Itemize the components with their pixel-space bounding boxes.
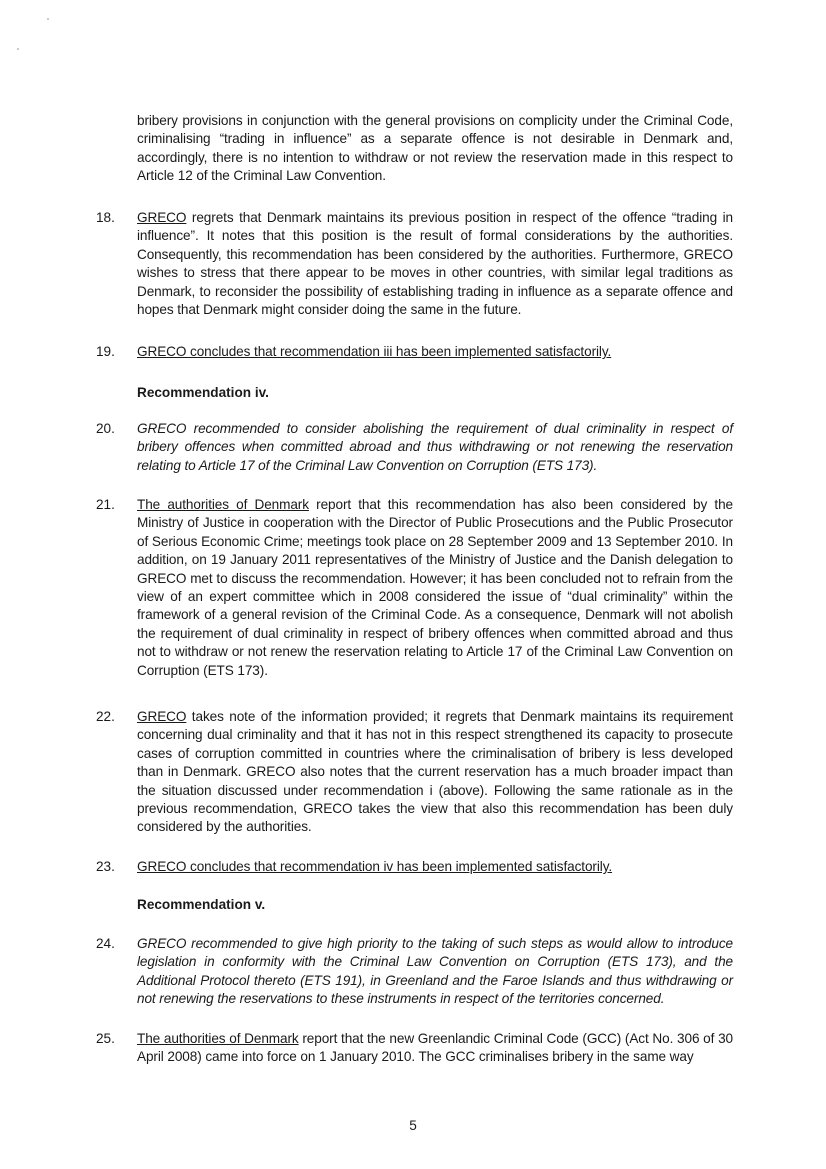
paragraph-number-19: 19. — [96, 344, 115, 359]
scan-speck — [47, 18, 49, 20]
heading-recommendation-v: Recommendation v. — [137, 897, 266, 912]
paragraph-25 — [137, 1030, 733, 1067]
paragraph-20-text: GRECO recommended to consider abolishing the requirement of dual criminality in respect of bribery offences when committed abroad and thus withdrawing or not renewing the reservation relating to Article 17 of the Criminal Law Convention on Corruption (ETS 173). — [137, 421, 733, 473]
paragraph-25-text: report that the new Greenlandic Criminal Code (GCC) (Act No. 306 of 30 April 2008) came into force on 1 January 2010. The GCC criminalises bribery in the same way — [137, 1031, 733, 1065]
paragraph-18 — [137, 209, 733, 319]
paragraph-20 — [137, 420, 733, 475]
page-number: 5 — [409, 1118, 417, 1133]
paragraph-21-text: report that this recommendation has also been considered by the Ministry of Justice in cooperation with the Director of Public Prosecutions and the Public Prosecutor of Serious Economic Crime; meetings took place on 28 September 2009 and 13 September 2010. In addition, on 19 January 2011 representatives of the Ministry of Justice and the Danish delegation to GRECO met to discuss the recommendation. However; it has been concluded not to refrain from the view of an expert committee which in 2008 considered the issue of “dual criminality” within the framework of a general revision of the Criminal Code. As a consequence, Denmark will not abolish the requirement of dual criminality in respect of bribery offences when committed abroad and thus not to withdraw or not renew the reservation relating to Article 17 of the Criminal Law Convention on Corruption (ETS 173). — [137, 497, 733, 678]
heading-recommendation-iv: Recommendation iv. — [137, 385, 269, 400]
paragraph-24 — [137, 935, 733, 1009]
paragraph-22 — [137, 708, 733, 837]
paragraph-23 — [137, 858, 733, 876]
paragraph-18-lead: GRECO — [137, 210, 187, 225]
paragraph-number-20: 20. — [96, 421, 115, 436]
paragraph-21 — [137, 496, 733, 680]
paragraph-22-lead: GRECO — [137, 709, 187, 724]
intro-paragraph — [137, 112, 733, 186]
paragraph-number-25: 25. — [96, 1031, 115, 1046]
paragraph-number-23: 23. — [96, 859, 115, 874]
paragraph-24-text: GRECO recommended to give high priority to the taking of such steps as would allow to introduce legislation in conformity with the Criminal Law Convention on Corruption (ETS 173), and the Additional Protocol thereto (ETS 191), in Greenland and the Faroe Islands and thus withdrawing or not renewing the reservations to these instruments in respect of the territories concerned. — [137, 936, 733, 1007]
paragraph-23-text: GRECO concludes that recommendation iv has been implemented satisfactorily. — [137, 859, 613, 874]
paragraph-number-22: 22. — [96, 709, 115, 724]
paragraph-number-21: 21. — [96, 497, 115, 512]
paragraph-21-lead: The authorities of Denmark — [137, 497, 309, 512]
paragraph-18-text: regrets that Denmark maintains its previous position in respect of the offence “trading in influence”. It notes that this position is the result of formal considerations by the authorities. Consequently, this recommendation has been considered by the authorities. Furthermore, GRECO wishes to stress that there appear to be moves in other countries, with similar legal traditions as Denmark, to reconsider the possibility of establishing trading in influence as a separate offence and hopes that Denmark might consider doing the same in the future. — [137, 210, 733, 318]
paragraph-number-18: 18. — [96, 210, 115, 225]
paragraph-25-lead: The authorities of Denmark — [137, 1031, 299, 1046]
scan-speck — [17, 48, 19, 50]
paragraph-22-text: takes note of the information provided; it regrets that Denmark maintains its requirement concerning dual criminality and that it has not in this respect strengthened its capacity to prosecute cases of corruption committed in countries where the criminalisation of bribery is less developed than in Denmark. GRECO also notes that the current reservation has a much broader impact than the situation discussed under recommendation i (above). Following the same rationale as in the previous recommendation, GRECO takes the view that also this recommendation has been duly considered by the authorities. — [137, 709, 733, 835]
paragraph-number-24: 24. — [96, 936, 115, 951]
paragraph-19-text: GRECO concludes that recommendation iii has been implemented satisfactorily. — [137, 344, 612, 359]
intro-text: bribery provisions in conjunction with the general provisions on complicity under the Criminal Code, criminalising “trading in influence” as a separate offence is not desirable in Denmark and, accordingly, there is no intention to withdraw or not review the reservation made in this respect to Article 12 of the Criminal Law Convention. — [137, 113, 733, 184]
paragraph-19 — [137, 343, 733, 361]
